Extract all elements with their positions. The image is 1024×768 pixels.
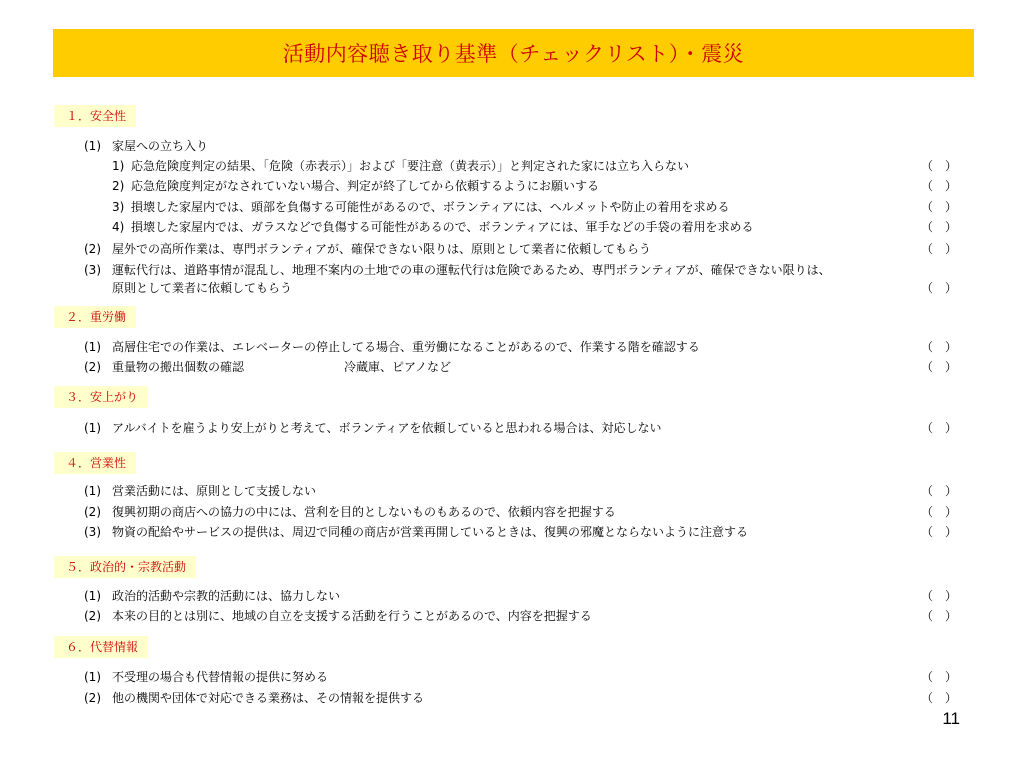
check-paren: （ ） [921, 670, 958, 684]
list-item: (2) 他の機関や団体で対応できる業務は、その情報を提供する [84, 691, 425, 705]
list-item: (2) 屋外での高所作業は、専門ボランティアが、確保できない限りは、原則として業者に依頼してもらう [84, 242, 652, 256]
section-label-commercial: ４．営業性 [54, 452, 136, 474]
check-paren: （ ） [921, 220, 958, 234]
check-paren: （ ） [921, 691, 958, 705]
list-item: (1) 不受理の場合も代替情報の提供に努める [84, 670, 329, 684]
check-paren: （ ） [921, 525, 958, 539]
check-paren: （ ） [921, 281, 958, 295]
check-paren: （ ） [921, 159, 958, 173]
check-paren: （ ） [921, 242, 958, 256]
check-paren: （ ） [921, 484, 958, 498]
section-label-heavy-labor: ２．重労働 [54, 306, 136, 328]
section-label-cheap: ３．安上がり [54, 386, 148, 408]
list-item: (2) 本来の目的とは別に、地域の自立を支援する活動を行うことがあるので、内容を把握する [84, 609, 592, 623]
check-paren: （ ） [921, 340, 958, 354]
list-item: (1) アルバイトを雇うより安上がりと考えて、ボランティアを依頼していると思われる場合は、対応しない [84, 421, 662, 435]
page-number: 11 [942, 709, 960, 728]
list-item: (3) 物資の配給やサービスの提供は、周辺で同種の商店が営業再開しているときは、復興の邪魔とならないように注意する [84, 525, 749, 539]
list-item: (3) 運転代行は、道路事情が混乱し、地理不案内の土地での車の運転代行は危険であるため、専門ボランティアが、確保できない限りは、 [84, 263, 831, 277]
list-item: 2) 応急危険度判定がなされていない場合、判定が終了してから依頼するようにお願いする [112, 179, 600, 193]
list-item: (1) 営業活動には、原則として支援しない [84, 484, 317, 498]
list-item: (1) 高層住宅での作業は、エレベーターの停止してる場合、重労働になることがあるので、作業する階を確認する [84, 340, 700, 354]
list-item-continuation: 原則として業者に依頼してもらう [112, 281, 293, 295]
list-item: (1) 家屋への立ち入り [84, 139, 209, 153]
check-paren: （ ） [921, 421, 958, 435]
list-item: (2) 復興初期の商店への協力の中には、営利を目的としないものもあるので、依頼内容を把握する [84, 505, 616, 519]
section-label-political-religious: ５．政治的・宗教活動 [54, 556, 196, 578]
list-item: (2) 重量物の搬出個数の確認 冷蔵庫、ピアノなど [84, 360, 452, 374]
check-paren: （ ） [921, 360, 958, 374]
check-paren: （ ） [921, 505, 958, 519]
check-paren: （ ） [921, 200, 958, 214]
section-label-alternative-info: ６．代替情報 [54, 636, 148, 658]
page-title: 活動内容聴き取り基準（チェックリスト）・震災 [282, 42, 745, 66]
check-paren: （ ） [921, 589, 958, 603]
check-paren: （ ） [921, 179, 958, 193]
section-label-safety: １．安全性 [54, 105, 136, 127]
list-item: (1) 政治的活動や宗教的活動には、協力しない [84, 589, 341, 603]
check-paren: （ ） [921, 609, 958, 623]
list-item: 3) 損壊した家屋内では、頭部を負傷する可能性があるので、ボランティアには、ヘルメットや防止の着用を求める [112, 200, 730, 214]
list-item: 1) 応急危険度判定の結果、「危険（赤表示）」および「要注意（黄表示）」と判定された家には立ち入らない [112, 159, 690, 173]
list-item: 4) 損壊した家屋内では、ガラスなどで負傷する可能性があるので、ボランティアには、軍手などの手袋の着用を求める [112, 220, 754, 234]
